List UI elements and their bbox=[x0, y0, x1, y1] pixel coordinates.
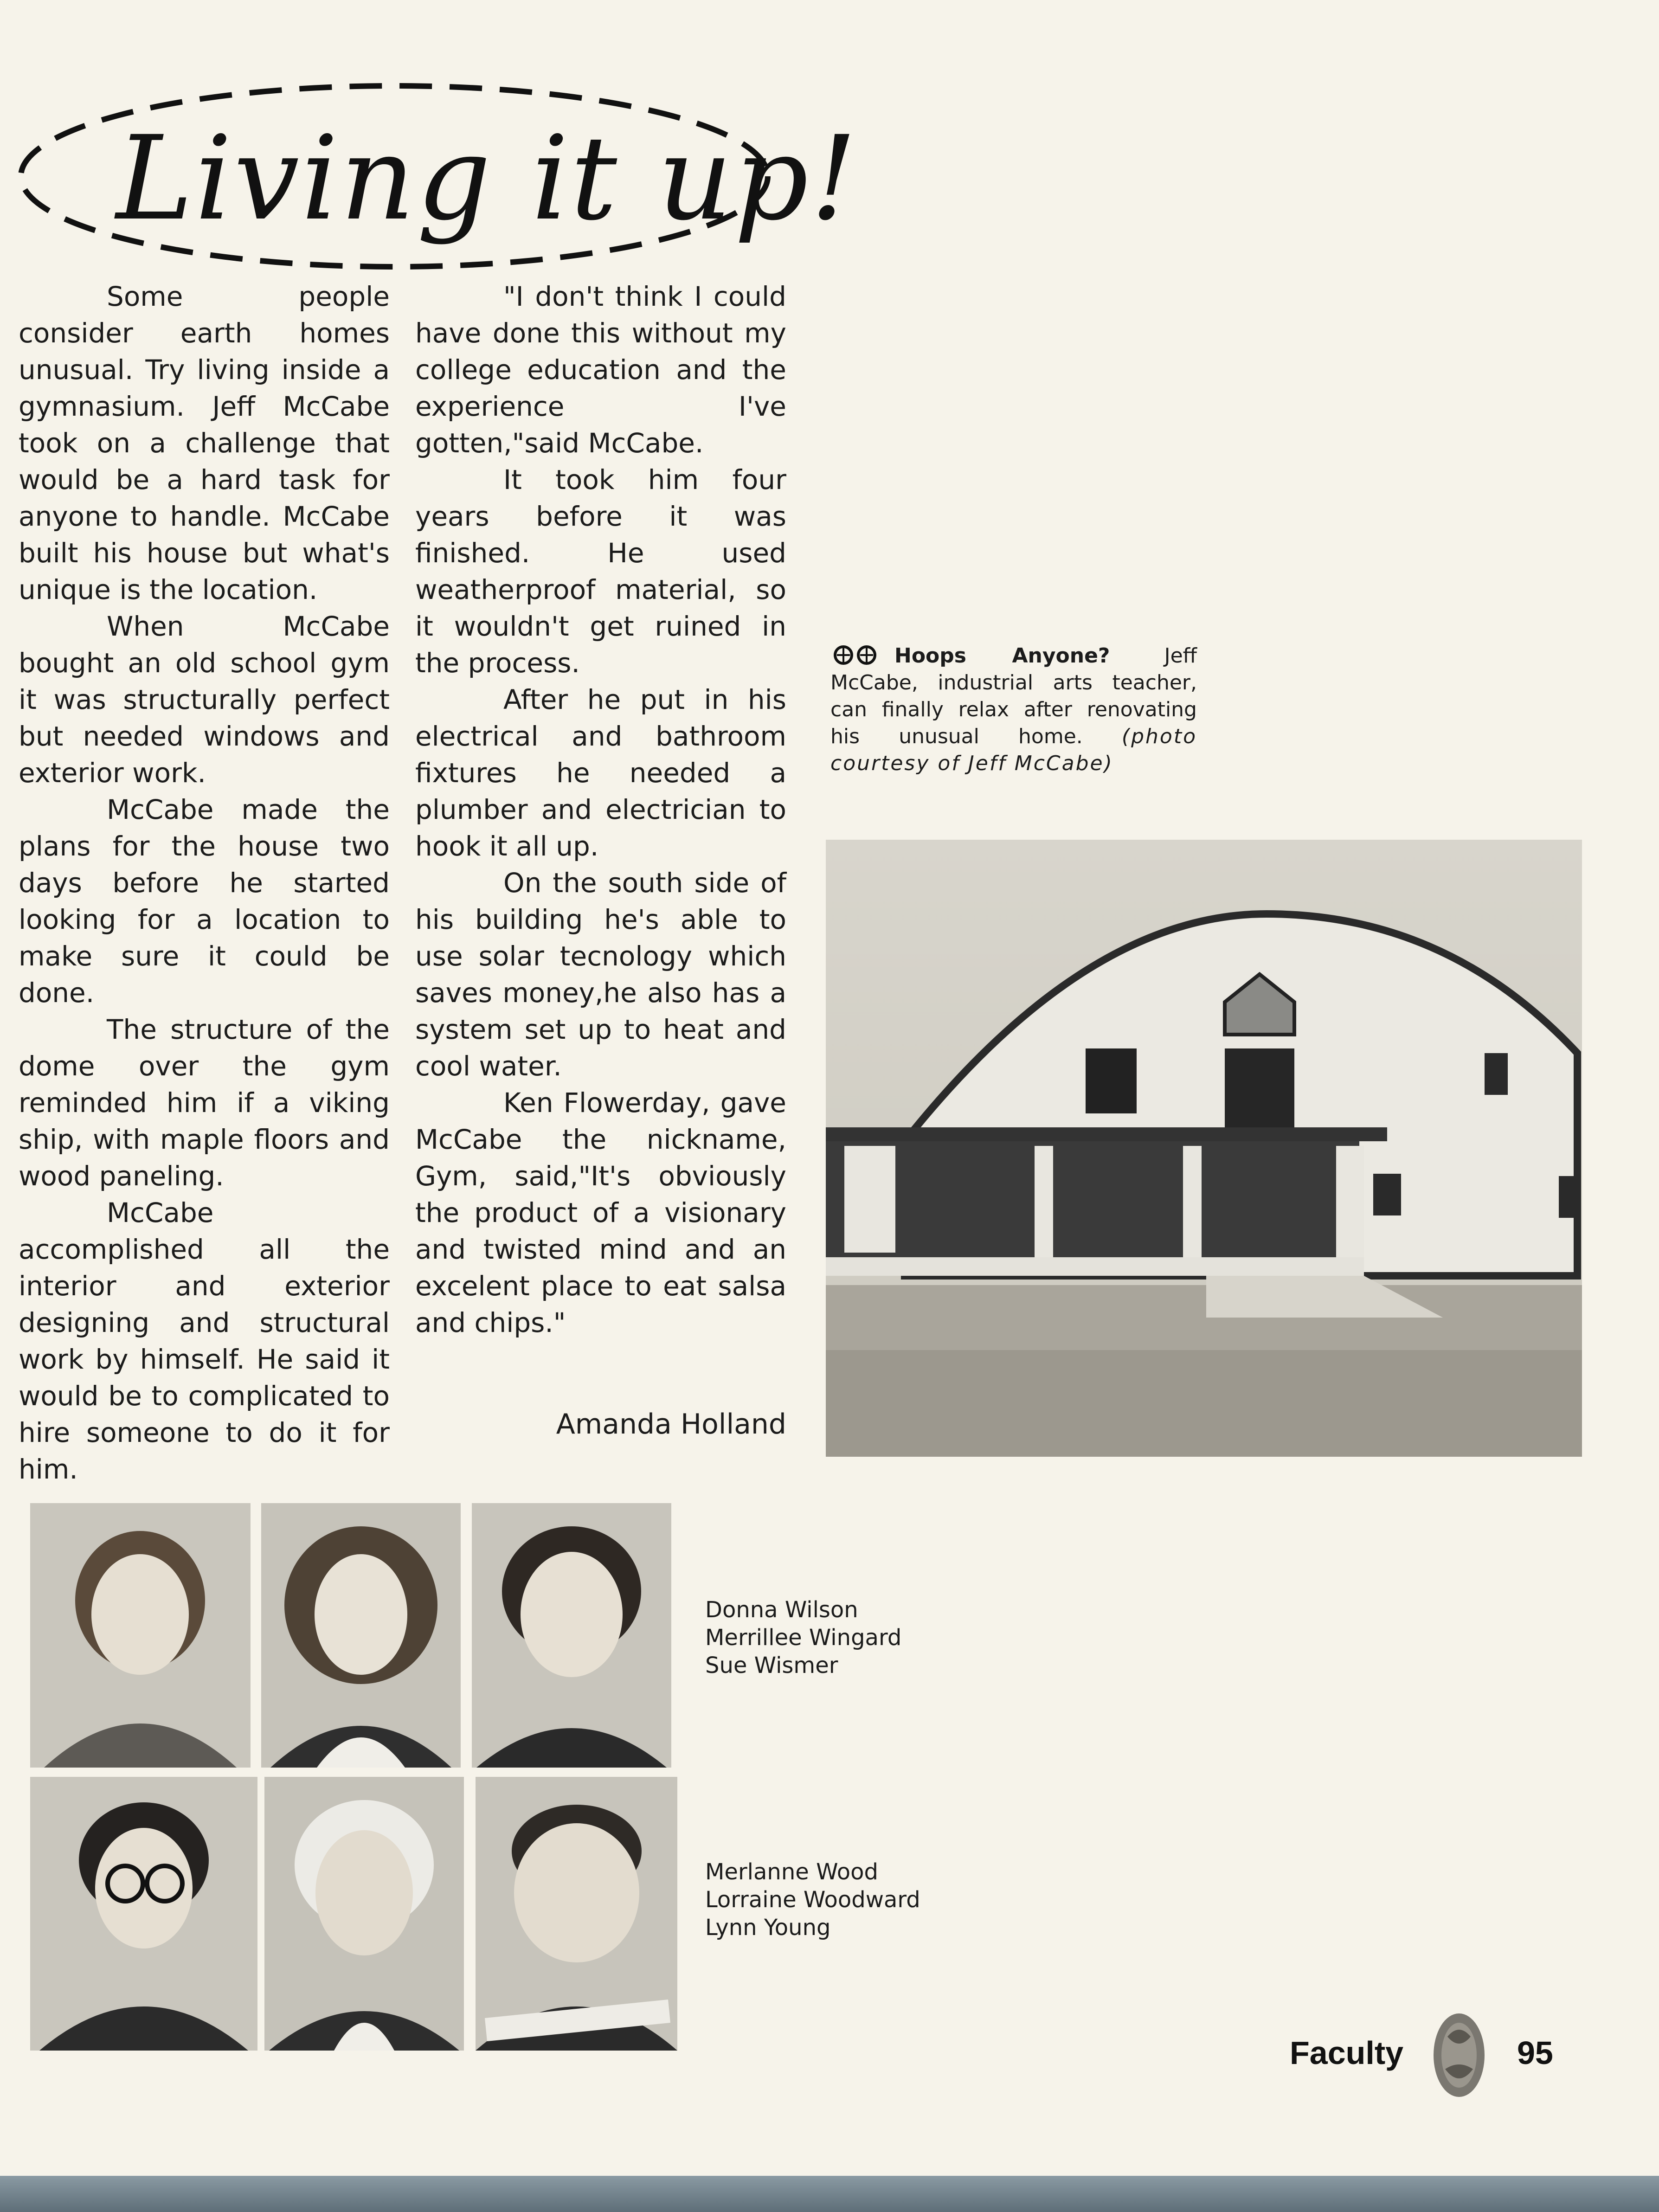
caption-credit: (photo courtesy of Jeff McCabe) bbox=[830, 725, 1197, 775]
portrait-names-row-1 bbox=[705, 1596, 901, 1679]
person-silhouette-icon bbox=[30, 1777, 257, 2051]
caption-body: Jeff McCabe, industrial arts teacher, can finally relax after renovating his unusual home. bbox=[830, 644, 1197, 748]
gym-house-photo bbox=[826, 840, 1582, 1457]
article-paragraph: On the south side of his building he's able to use solar tecnology which saves money,he also has a system set up to heat and cool water. bbox=[415, 867, 786, 1082]
portrait-name: Lorraine Woodward bbox=[705, 1887, 920, 1913]
person-silhouette-icon bbox=[476, 1777, 677, 2051]
article-paragraph: "I don't think I could have done this without my college education and the experience I've gotten,"said McCabe. bbox=[415, 281, 786, 459]
article-paragraph: When McCabe bought an old school gym it was structurally perfect but needed windows and exterior work. bbox=[19, 611, 390, 789]
portrait-name: Merlanne Wood bbox=[705, 1859, 878, 1885]
portrait-lorraine-woodward bbox=[264, 1777, 464, 2051]
article-paragraph: McCabe accomplished all the interior and exterior designing and structural work by himself. He said it would be to complicated to hire someone to do it for him. bbox=[19, 1197, 390, 1485]
article-paragraph: The structure of the dome over the gym reminded him if a viking ship, with maple floors and wood paneling. bbox=[19, 1014, 390, 1192]
article-column-2 bbox=[415, 278, 786, 1341]
book-binding-edge bbox=[0, 2176, 1659, 2212]
gym-house-illustration bbox=[826, 840, 1582, 1457]
portrait-merlanne-wood bbox=[30, 1777, 257, 2051]
person-silhouette-icon bbox=[264, 1777, 464, 2051]
article-column-1 bbox=[19, 278, 390, 1488]
page-number: 95 bbox=[1517, 2035, 1553, 2071]
article-paragraph: After he put in his electrical and bathroom fixtures he needed a plumber and electrician to hook it all up. bbox=[415, 684, 786, 862]
article-paragraph: Ken Flowerday, gave McCabe the nickname, Gym, said,"It's obviously the product of a visionary and twisted mind and an excelent place to eat salsa and chips." bbox=[415, 1087, 786, 1338]
article-paragraph: McCabe made the plans for the house two days before he started looking for a location to make sure it could be done. bbox=[19, 794, 390, 1009]
article-byline: Amanda Holland bbox=[556, 1408, 786, 1440]
photo-caption bbox=[830, 643, 1197, 777]
portrait-name: Donna Wilson bbox=[705, 1597, 858, 1623]
portrait-name: Merrillee Wingard bbox=[705, 1625, 902, 1651]
portrait-merrillee-wingard bbox=[261, 1503, 461, 1768]
article-paragraph: It took him four years before it was finished. He used weatherproof material, so it wouldn't get ruined in the process. bbox=[415, 464, 786, 679]
article-paragraph: Some people consider earth homes unusual. Try living inside a gymnasium. Jeff McCabe took on a challenge that would be a hard task for anyone to handle. McCabe built his house but what's unique is the location. bbox=[19, 281, 390, 605]
portrait-lynn-young bbox=[476, 1777, 677, 2051]
page-title: Living it up! bbox=[116, 111, 859, 246]
person-silhouette-icon bbox=[261, 1503, 461, 1768]
portrait-name: Sue Wismer bbox=[705, 1653, 838, 1678]
person-silhouette-icon bbox=[472, 1503, 671, 1768]
portrait-names-row-2 bbox=[705, 1858, 920, 1942]
section-label: Faculty bbox=[1290, 2035, 1404, 2071]
portrait-name: Lynn Young bbox=[705, 1915, 831, 1941]
portrait-sue-wismer bbox=[472, 1503, 671, 1768]
school-mascot-logo-icon bbox=[1429, 2009, 1489, 2102]
caption-title: Hoops Anyone? bbox=[894, 644, 1110, 668]
title-banner bbox=[9, 70, 859, 283]
portrait-donna-wilson bbox=[30, 1503, 251, 1768]
basketball-players-icon bbox=[830, 645, 881, 665]
person-silhouette-icon bbox=[30, 1503, 251, 1768]
